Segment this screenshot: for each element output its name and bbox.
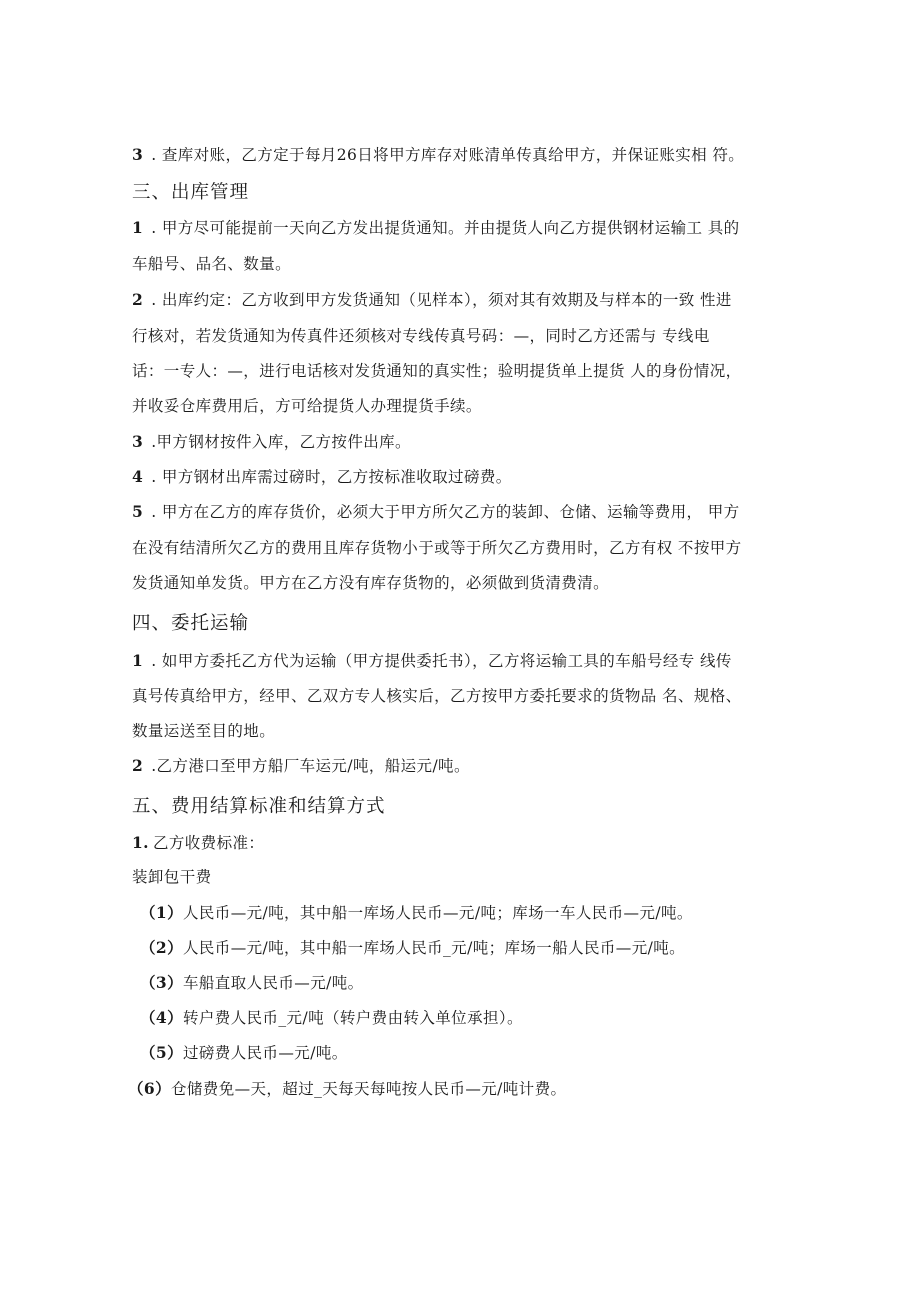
outbound-clause-1-cont: 车船号、品名、数量。 — [132, 255, 292, 273]
fee-item: （6）仓储费免—天，超过_天每天每吨按人民币—元/吨计费。 — [128, 1079, 567, 1098]
outbound-clause-3: 3 .甲方钢材按件入库，乙方按件出库。 — [132, 432, 411, 451]
outbound-clause-5-cont: 在没有结清所欠乙方的费用且库存货物小于或等于所欠乙方费用时，乙方有权 不按甲方 — [132, 539, 742, 557]
fees-subheading: 装卸包干费 — [132, 868, 212, 886]
fee-item: （1）人民币—元/吨，其中船一库场人民币—元/吨；库场一车人民币—元/吨。 — [140, 903, 693, 922]
stock-check-clause: 3 . 查库对账，乙方定于每月26日将甲方库存对账清单传真给甲方，并保证账实相 符。 — [132, 145, 745, 164]
outbound-clause-2: 2 . 出库约定：乙方收到甲方发货通知（见样本），须对其有效期及与样本的一致 性进 — [132, 290, 732, 309]
outbound-clause-5: 5 . 甲方在乙方的库存货价，必须大于甲方所欠乙方的装卸、仓储、运输等费用， 甲方 — [132, 502, 740, 521]
transport-clause-1-cont: 数量运送至目的地。 — [132, 722, 276, 740]
outbound-clause-4: 4 . 甲方钢材出库需过磅时，乙方按标准收取过磅费。 — [132, 467, 512, 486]
transport-clause-2: 2 .乙方港口至甲方船厂车运元/吨，船运元/吨。 — [132, 756, 470, 775]
section-heading-outbound: 三、出库管理 — [132, 182, 250, 203]
section-heading-fees: 五、费用结算标准和结算方式 — [132, 796, 386, 817]
outbound-clause-1: 1 . 甲方尽可能提前一天向乙方发出提货通知。并由提货人向乙方提供钢材运输工 具的 — [132, 218, 740, 237]
fees-clause-1: 1. 乙方收费标准： — [132, 833, 265, 852]
fee-item: （2）人民币—元/吨，其中船一库场人民币_元/吨；库场一船人民币—元/吨。 — [140, 938, 686, 957]
transport-clause-1: 1 . 如甲方委托乙方代为运输（甲方提供委托书），乙方将运输工具的车船号经专 线传 — [132, 651, 732, 670]
fee-item: （5）过磅费人民币—元/吨。 — [140, 1043, 348, 1062]
outbound-clause-2-cont: 并收妥仓库费用后，方可给提货人办理提货手续。 — [132, 397, 482, 415]
outbound-clause-5-cont: 发货通知单发货。甲方在乙方没有库存货物的，必须做到货清费清。 — [132, 574, 610, 592]
transport-clause-1-cont: 真号传真给甲方，经甲、乙双方专人核实后，乙方按甲方委托要求的货物品 名、规格、 — [132, 687, 742, 705]
outbound-clause-2-cont: 话：一专人：—，进行电话核对发货通知的真实性；验明提货单上提货 人的身份情况， — [132, 362, 742, 380]
section-heading-transport: 四、委托运输 — [132, 613, 250, 634]
fee-item: （4）转户费人民币_元/吨（转户费由转入单位承担）。 — [140, 1008, 523, 1027]
fee-item: （3）车船直取人民币—元/吨。 — [140, 973, 364, 992]
outbound-clause-2-cont: 行核对，若发货通知为传真件还须核对专线传真号码：—，同时乙方还需与 专线电 — [132, 327, 710, 345]
